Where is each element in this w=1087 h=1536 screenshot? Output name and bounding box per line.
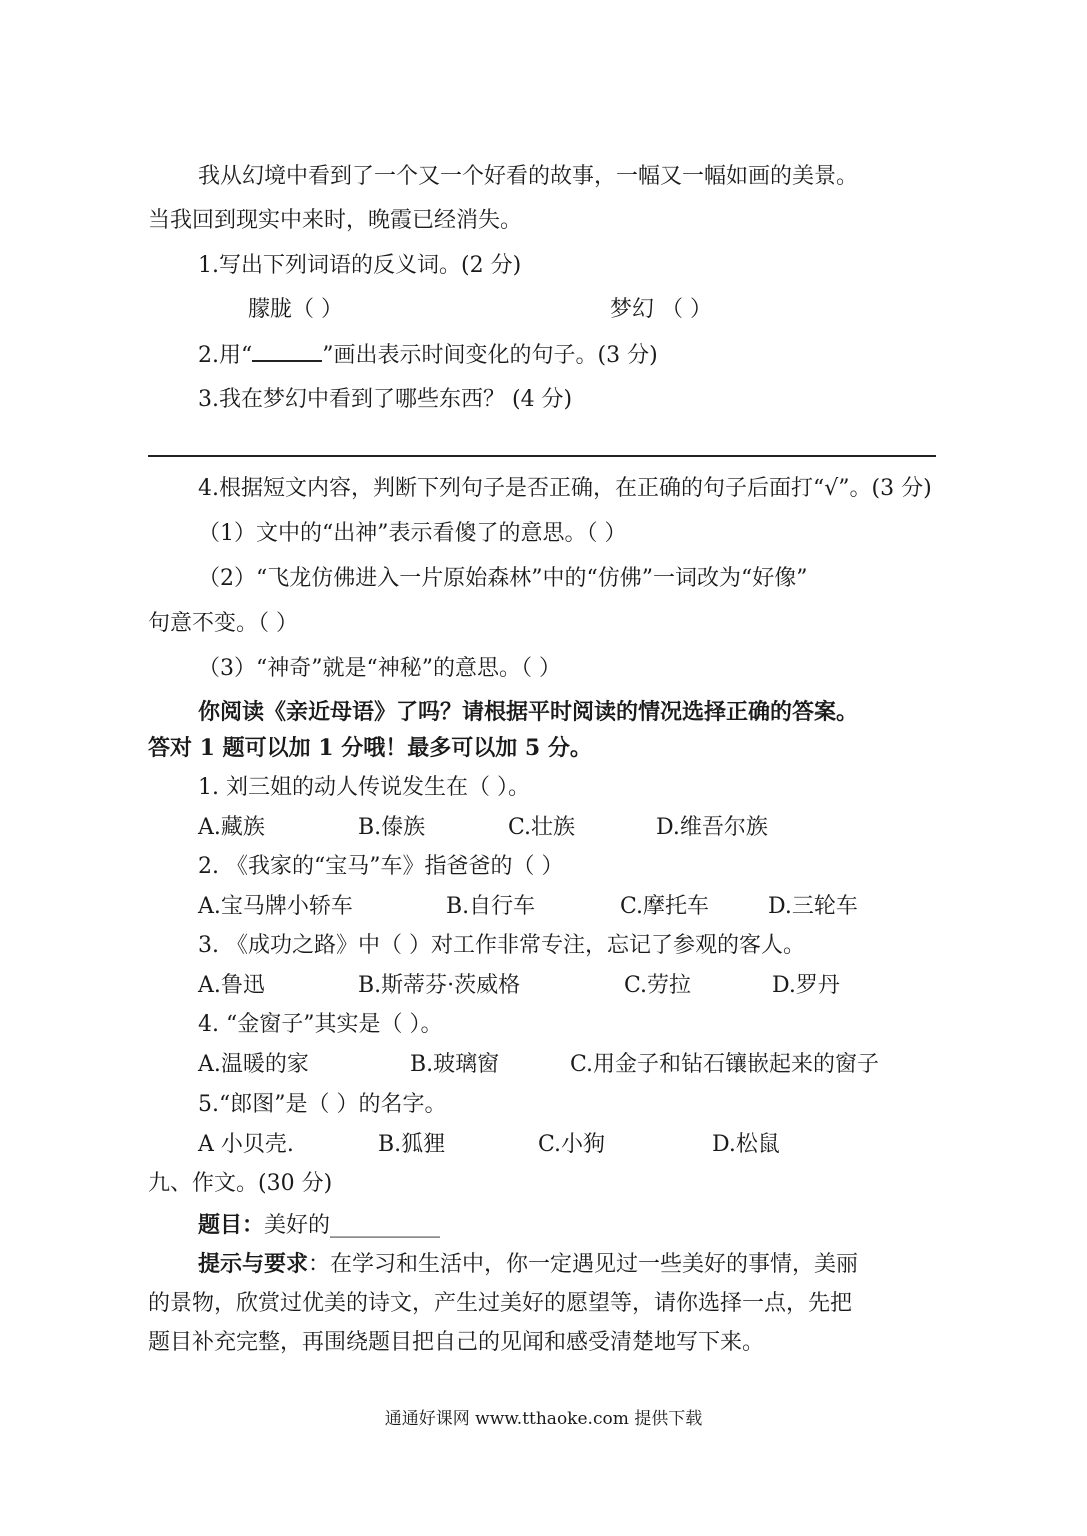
title-label: 题目： — [198, 1212, 265, 1238]
option: D.维吾尔族 — [656, 815, 768, 840]
option: C.劳拉 — [624, 973, 692, 998]
question-1: 1.写出下列词语的反义词。(2 分) — [198, 253, 522, 278]
underline-sample — [252, 340, 322, 362]
page-footer: 通通好课网 www.tthaoke.com 提供下载 — [384, 1409, 703, 1429]
bonus-options-2 — [0, 892, 1087, 922]
option: D.三轮车 — [768, 894, 858, 919]
composition-title — [198, 1210, 440, 1241]
option: A 小贝壳. — [198, 1132, 294, 1157]
bonus-question-5: 5.“郎图”是（ ）的名字。 — [198, 1092, 447, 1117]
option: B.斯蒂芬·茨威格 — [358, 973, 521, 998]
option: D.松鼠 — [712, 1132, 780, 1157]
passage-line-2: 当我回到现实中来时，晚霞已经消失。 — [148, 208, 523, 233]
bonus-question-1: 1. 刘三姐的动人传说发生在（ ）。 — [198, 775, 530, 800]
option: C.用金子和钻石镶嵌起来的窗子 — [570, 1052, 880, 1077]
option: A.藏族 — [198, 815, 265, 840]
bonus-intro-2: 答对 1 题可以加 1 分哦！最多可以加 5 分。 — [148, 735, 592, 761]
composition-heading: 九、作文。(30 分) — [148, 1171, 333, 1196]
option: C.壮族 — [508, 815, 576, 840]
hint-line-3: 题目补充完整，再围绕题目把自己的见闻和感受清楚地写下来。 — [148, 1330, 765, 1355]
option: B.傣族 — [358, 815, 426, 840]
q4-item-3: （3）“神奇”就是“神秘”的意思。（ ） — [198, 656, 561, 681]
question-3: 3.我在梦幻中看到了哪些东西？ (4 分) — [198, 387, 573, 412]
q4-item-2b: 句意不变。（ ） — [148, 611, 298, 636]
bonus-question-4: 4. “金窗子”其实是（ ）。 — [198, 1012, 443, 1037]
hint-line-1 — [198, 1249, 858, 1280]
bonus-intro-1: 你阅读《亲近母语》了吗？请根据平时阅读的情况选择正确的答案。 — [198, 699, 859, 725]
option: A.鲁迅 — [198, 973, 265, 998]
hint-text-1: ：在学习和生活中，你一定遇见过一些美好的事情，美丽 — [308, 1252, 859, 1277]
bonus-options-1 — [0, 813, 1087, 843]
bonus-options-3 — [0, 971, 1087, 1001]
option: A.宝马牌小轿车 — [198, 894, 353, 919]
q2-after: ”画出表示时间变化的句子。(3 分) — [322, 343, 658, 368]
bonus-options-4 — [0, 1050, 1087, 1080]
question-2 — [198, 340, 658, 371]
title-text: 美好的__________ — [264, 1213, 441, 1238]
bonus-options-5 — [0, 1130, 1087, 1160]
option: C.小狗 — [538, 1132, 606, 1157]
hint-line-2: 的景物，欣赏过优美的诗文，产生过美好的愿望等，请你选择一点，先把 — [148, 1291, 853, 1316]
option: B.自行车 — [446, 894, 536, 919]
option: C.摩托车 — [620, 894, 710, 919]
hint-label: 提示与要求 — [198, 1251, 309, 1277]
bonus-question-3: 3. 《成功之路》中（ ）对工作非常专注，忘记了参观的客人。 — [198, 933, 805, 958]
option: D.罗丹 — [772, 973, 840, 998]
q1-words-row — [0, 295, 1087, 325]
q1-word-2: 梦幻 （ ） — [610, 297, 712, 322]
q2-before: 2.用“ — [198, 343, 253, 368]
bonus-question-2: 2. 《我家的“宝马”车》指爸爸的（ ） — [198, 854, 564, 879]
option: B.狐狸 — [378, 1132, 446, 1157]
q1-word-1: 朦胧（ ） — [248, 297, 343, 322]
q4-item-2a: （2）“飞龙仿佛进入一片原始森林”中的“仿佛”一词改为“好像” — [198, 566, 808, 591]
option: B.玻璃窗 — [410, 1052, 500, 1077]
option: A.温暖的家 — [198, 1052, 309, 1077]
q4-item-1: （1）文中的“出神”表示看傻了的意思。（ ） — [198, 521, 627, 546]
question-4: 4.根据短文内容，判断下列句子是否正确，在正确的句子后面打“√”。(3 分) — [198, 476, 932, 501]
passage-line-1: 我从幻境中看到了一个又一个好看的故事，一幅又一幅如画的美景。 — [198, 164, 859, 189]
answer-line — [148, 455, 936, 457]
